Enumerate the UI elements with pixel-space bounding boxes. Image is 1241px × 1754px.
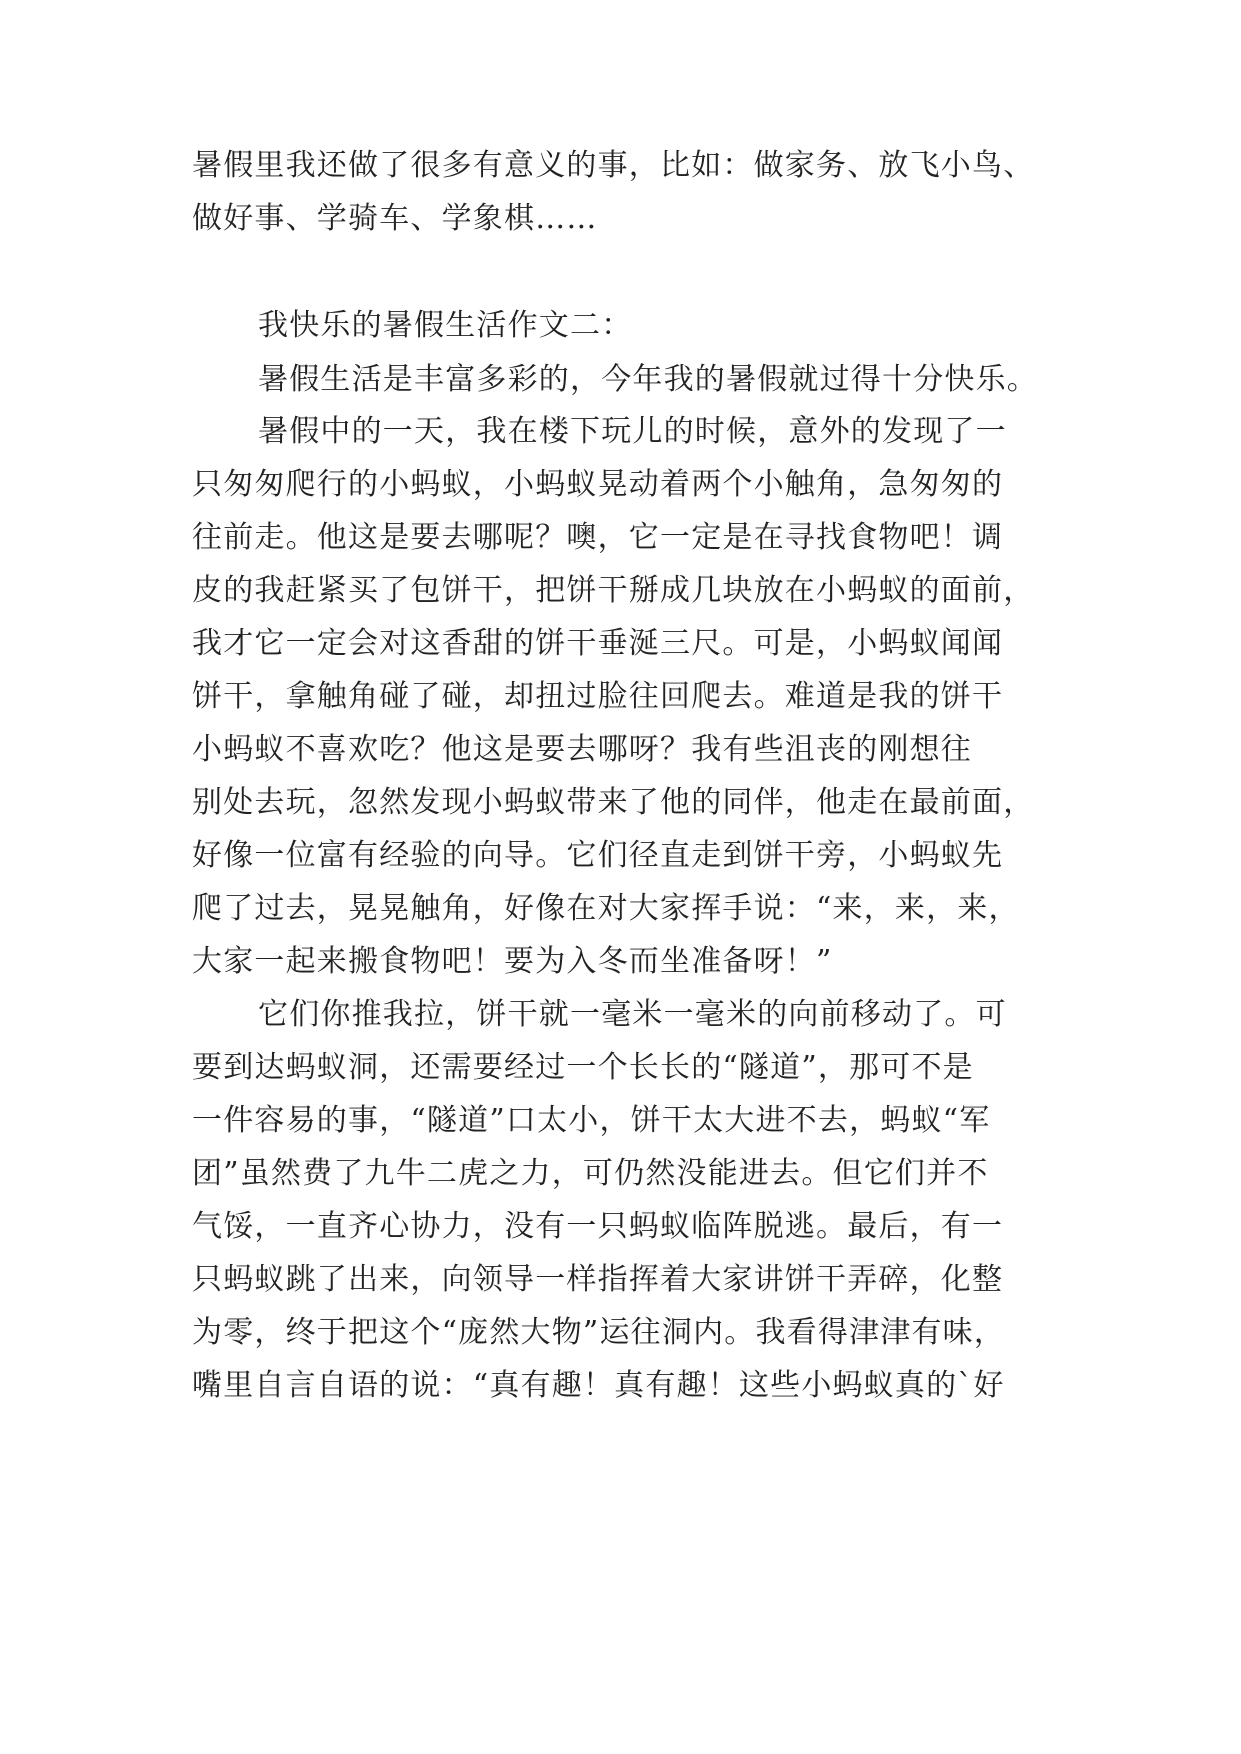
text-line: 做好事、学骑车、学象棋…… bbox=[192, 201, 598, 236]
text-line: 气馁，一直齐心协力，没有一只蚂蚁临阵脱逃。最后，有一 bbox=[192, 1209, 1004, 1244]
text-line: 嘴里自言自语的说：“真有趣！真有趣！这些小蚂蚁真的`好 bbox=[192, 1368, 1005, 1403]
text-line: 为零，终于把这个“庞然大物”运往洞内。我看得津津有味， bbox=[192, 1315, 1006, 1350]
text-line: 饼干，拿触角碰了碰，却扭过脸往回爬去。难道是我的饼干 bbox=[192, 679, 1004, 714]
text-line: 一件容易的事，“隧道”口太小，饼干太大进不去，蚂蚁“军 bbox=[192, 1103, 991, 1138]
text-line: 我才它一定会对这香甜的饼干垂涎三尺。可是，小蚂蚁闻闻 bbox=[192, 626, 1004, 661]
text-line: 往前走。他这是要去哪呢？噢，它一定是在寻找食物吧！调 bbox=[192, 520, 1004, 555]
text-line: 爬了过去，晃晃触角，好像在对大家挥手说：“来，来，来， bbox=[192, 891, 1020, 926]
text-line: 暑假中的一天，我在楼下玩儿的时候，意外的发现了一 bbox=[258, 414, 1007, 449]
text-line: 好像一位富有经验的向导。它们径直走到饼干旁，小蚂蚁先 bbox=[192, 838, 1004, 873]
text-line: 团”虽然费了九牛二虎之力，可仍然没能进去。但它们并不 bbox=[192, 1156, 989, 1191]
text-line: 暑假生活是丰富多彩的，今年我的暑假就过得十分快乐。 bbox=[258, 362, 1038, 397]
text-line: 别处去玩，忽然发现小蚂蚁带来了他的同伴，他走在最前面， bbox=[192, 785, 1035, 820]
section-heading: 我快乐的暑假生活作文二： bbox=[258, 308, 633, 343]
text-line: 只蚂蚁跳了出来，向领导一样指挥着大家讲饼干弄碎，化整 bbox=[192, 1262, 1004, 1297]
text-line: 暑假里我还做了很多有意义的事，比如：做家务、放飞小鸟、 bbox=[192, 148, 1035, 183]
text-line: 只匆匆爬行的小蚂蚁，小蚂蚁晃动着两个小触角，急匆匆的 bbox=[192, 467, 1004, 502]
text-line: 大家一起来搬食物吧！要为入冬而坐准备呀！” bbox=[192, 944, 833, 979]
text-line: 小蚂蚁不喜欢吃？他这是要去哪呀？我有些沮丧的刚想往 bbox=[192, 732, 972, 767]
text-line: 皮的我赶紧买了包饼干，把饼干掰成几块放在小蚂蚁的面前， bbox=[192, 573, 1035, 608]
text-line: 要到达蚂蚁洞，还需要经过一个长长的“隧道”，那可不是 bbox=[192, 1050, 974, 1085]
text-line: 它们你推我拉，饼干就一毫米一毫米的向前移动了。可 bbox=[258, 997, 1007, 1032]
